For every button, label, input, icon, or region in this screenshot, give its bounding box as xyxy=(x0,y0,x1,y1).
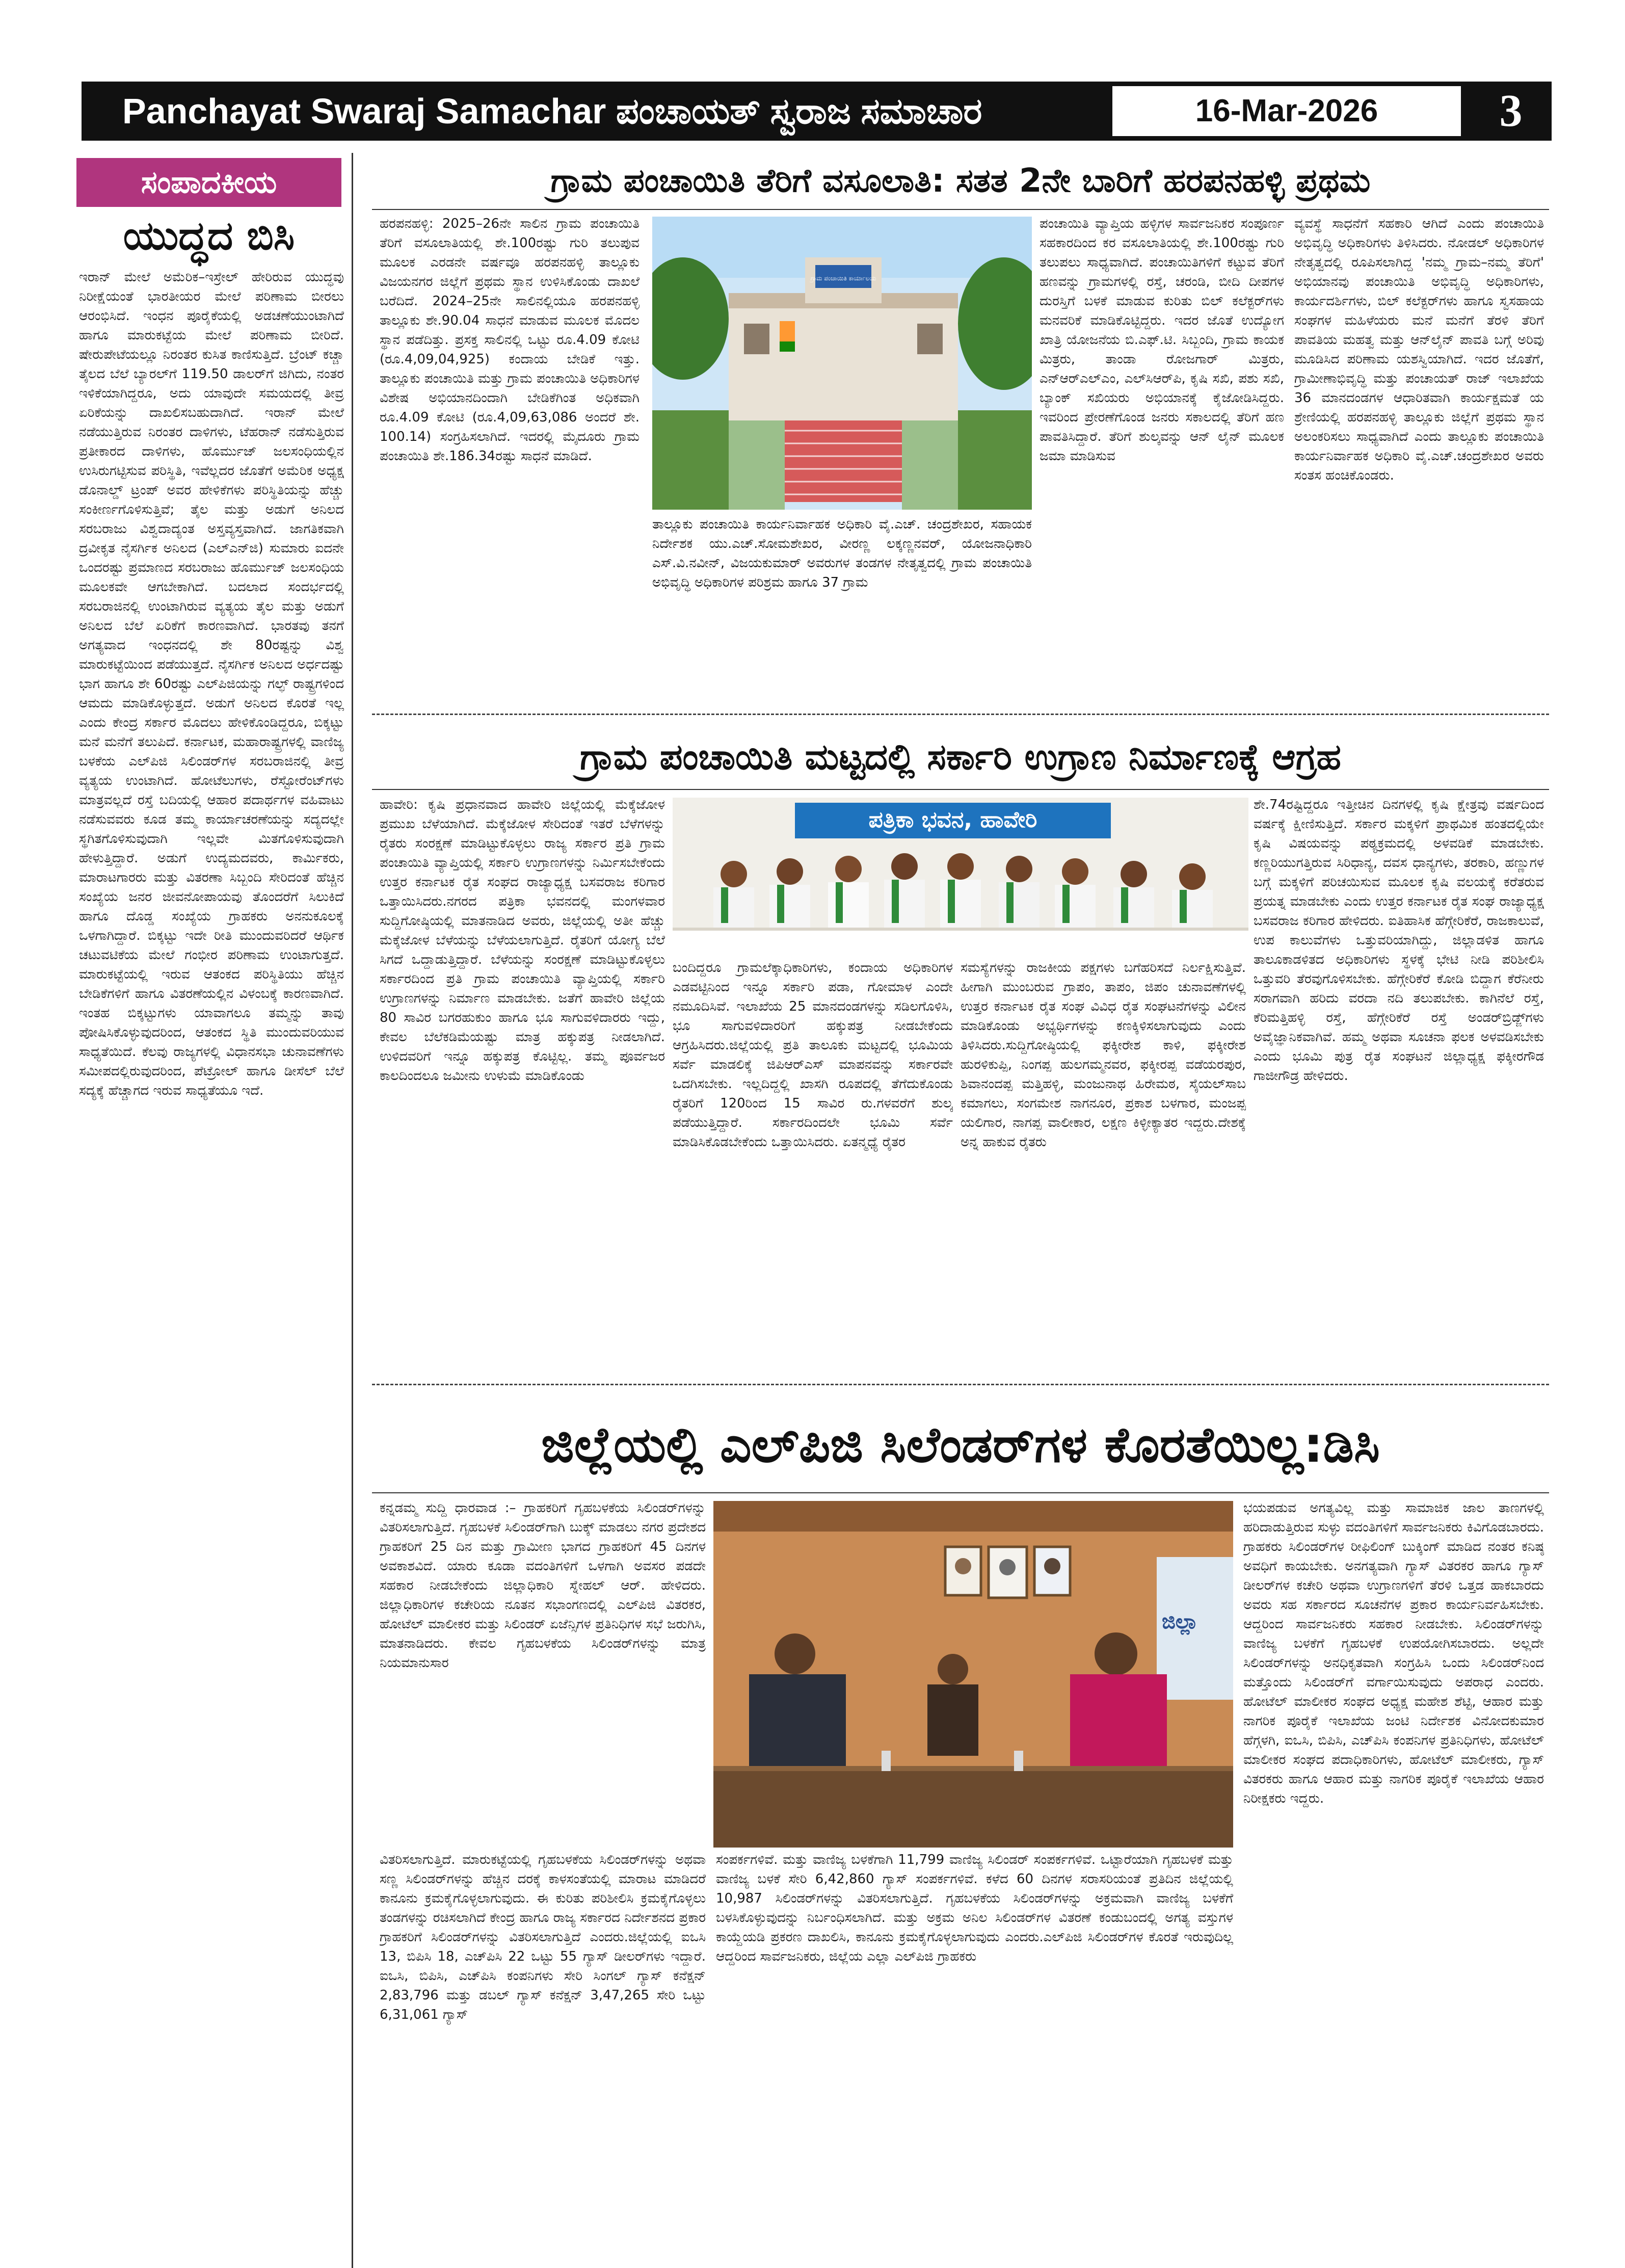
editorial-body: ಇರಾನ್ ಮೇಲೆ ಅಮೆರಿಕ–ಇಸ್ರೇಲ್ ಹೇರಿರುವ ಯುದ್ಧವು ನಿರೀಕ್ಷೆಯಂತೆ ಭಾರತೀಯರ ಮೇಲೆ ಪರಿಣಾಮ ಬೀರಲು ಆರಂಭಿಸಿದೆ. ಇಂಧನ ಪೂರೈಕೆಯಲ್ಲಿ ಅಡಚಣೆಯುಂಟಾಗಿದೆ ಹಾಗೂ ಮಾರುಕಟ್ಟೆಯ ಮೇಲೆ ಪರಿಣಾಮ ಬೀರಿದೆ. ಷೇರುಪೇಟೆಯಲ್ಲೂ ನಿರಂತರ ಕುಸಿತ ಕಾಣಿಸುತ್ತಿದೆ. ಬ್ರೆಂಟ್ ಕಚ್ಚಾ ತೈಲದ ಬೆಲೆ ಬ್ಯಾರಲ್‌ಗೆ 119.50 ಡಾಲರ್‌ಗೆ ಜಿಗಿದು, ನಂತರ ಇಳಿಕೆಯಾಗಿದ್ದರೂ, ಅದು ಯಾವುದೇ ಸಮಯದಲ್ಲಿ ತೀವ್ರ ಏರಿಕೆಯನ್ನು ದಾಖಲಿಸಬಹುದಾಗಿದೆ. ಇರಾನ್ ಮೇಲೆ ನಡೆಯುತ್ತಿರುವ ನಿರಂತರ ದಾಳಿಗಳು, ಟೆಹರಾನ್ ನಡೆಸುತ್ತಿರುವ ಪ್ರತೀಕಾರದ ದಾಳಿಗಳು, ಹೊರ್ಮುಜ್ ಜಲಸಂಧಿಯಲ್ಲಿನ ಉಸಿರುಗಟ್ಟಿಸುವ ಪರಿಸ್ಥಿತಿ, ಇವೆಲ್ಲದರ ಜೊತೆಗೆ ಅಮೆರಿಕ ಅಧ್ಯಕ್ಷ ಡೊನಾಲ್ಡ್ ಟ್ರಂಪ್ ಅವರ ಹೇಳಿಕೆಗಳು ಪರಿಸ್ಥಿತಿಯನ್ನು ಹೆಚ್ಚು ಸಂಕೀರ್ಣಗೊಳಿಸುತ್ತಿವೆ; ತೈಲ ಮತ್ತು ಅಡುಗೆ ಅನಿಲದ ಸರಬರಾಜು ವಿಶ್ವದಾದ್ಯಂತ ಅಸ್ತವ್ಯಸ್ತವಾಗಿದೆ. ಜಾಗತಿಕವಾಗಿ ದ್ರವೀಕೃತ ನೈಸರ್ಗಿಕ ಅನಿಲದ (ಎಲ್‌ಎನ್‌ಜಿ) ಸುಮಾರು ಐದನೇ ಒಂದರಷ್ಟು ಪ್ರಮಾಣದ ಸರಬರಾಜು ಹೊರ್ಮುಜ್ ಜಲಸಂಧಿಯ ಮೂಲಕವೇ ಆಗಬೇಕಾಗಿದೆ. ಬದಲಾದ ಸಂದರ್ಭದಲ್ಲಿ ಸರಬರಾಜಿನಲ್ಲಿ ಉಂಟಾಗಿರುವ ವ್ಯತ್ಯಯ ತೈಲ ಮತ್ತು ಅಡುಗೆ ಅನಿಲದ ಬೆಲೆ ಏರಿಕೆಗೆ ಕಾರಣವಾಗಿದೆ. ಭಾರತವು ತನಗೆ ಅಗತ್ಯವಾದ ಇಂಧನದಲ್ಲಿ ಶೇ 80ರಷ್ಟನ್ನು ವಿಶ್ವ ಮಾರುಕಟ್ಟೆಯಿಂದ ಪಡೆಯುತ್ತದೆ. ನೈಸರ್ಗಿಕ ಅನಿಲದ ಅರ್ಧದಷ್ಟು ಭಾಗ ಹಾಗೂ ಶೇ 60ರಷ್ಟು ಎಲ್‌ಪಿಜಿಯನ್ನು ಗಲ್ಫ್ ರಾಷ್ಟ್ರಗಳಿಂದ ಆಮದು ಮಾಡಿಕೊಳ್ಳುತ್ತದೆ. ಅಡುಗೆ ಅನಿಲದ ಕೊರತೆ ಇಲ್ಲ ಎಂದು ಕೇಂದ್ರ ಸರ್ಕಾರ ಮೊದಲು ಹೇಳಿಕೊಂಡಿದ್ದರೂ, ಬಿಕ್ಕಟ್ಟು ಮನೆ ಮನೆಗೆ ತಲುಪಿದೆ. ಕರ್ನಾಟಕ, ಮಹಾರಾಷ್ಟ್ರಗಳಲ್ಲಿ ವಾಣಿಜ್ಯ ಬಳಕೆಯ ಎಲ್‌ಪಿಜಿ ಸಿಲಿಂಡರ್‌ಗಳ ಸರಬರಾಜಿನಲ್ಲಿ ತೀವ್ರ ವ್ಯತ್ಯಯ ಉಂಟಾಗಿದೆ. ಹೋಟೆಲುಗಳು, ರೆಸ್ಟೋರೆಂಟ್‌ಗಳು ಮಾತ್ರವಲ್ಲದೆ ರಸ್ತೆ ಬದಿಯಲ್ಲಿ ಆಹಾರ ಪದಾರ್ಥಗಳ ವಹಿವಾಟು ನಡೆಸುವವರು ಕೂಡ ತಮ್ಮ ಕಾರ್ಯಾಚರಣೆಯನ್ನು ಸದ್ಯದಲ್ಲೇ ಸ್ಥಗಿತಗೊಳಿಸುವುದಾಗಿ ಇಲ್ಲವೇ ಮಿತಗೊಳಿಸುವುದಾಗಿ ಹೇಳುತ್ತಿದ್ದಾರೆ. ಅಡುಗೆ ಉದ್ಯಮದವರು, ಕಾರ್ಮಿಕರು, ಮಾರಾಟಗಾರರು ಮತ್ತು ವಿತರಣಾ ಸಿಬ್ಬಂದಿ ಸೇರಿದಂತೆ ಹೆಚ್ಚಿನ ಸಂಖ್ಯೆಯ ಜನರ ಜೀವನೋಪಾಯವು ತೊಂದರೆಗೆ ಸಿಲುಕಿದೆ ಹಾಗೂ ದೊಡ್ಡ ಸಂಖ್ಯೆಯ ಗ್ರಾಹಕರು ಅನನುಕೂಲಕ್ಕೆ ಒಳಗಾಗಿದ್ದಾರೆ. ಬಿಕ್ಕಟ್ಟು ಇದೇ ರೀತಿ ಮುಂದುವರಿದರೆ ಆರ್ಥಿಕ ಚಟುವಟಿಕೆಯ ಮೇಲೆ ಗಂಭೀರ ಪರಿಣಾಮ ಉಂಟಾಗುತ್ತದೆ. ಮಾರುಕಟ್ಟೆಯಲ್ಲಿ ಇರುವ ಆತಂಕದ ಪರಿಸ್ಥಿತಿಯು ಹೆಚ್ಚಿನ ಬೇಡಿಕೆಗಳಿಗೆ ಹಾಗೂ ವಿತರಣೆಯಲ್ಲಿನ ವಿಳಂಬಕ್ಕೆ ಕಾರಣವಾಗಿದೆ. ಇಂತಹ ಬಿಕ್ಕಟ್ಟುಗಳು ಯಾವಾಗಲೂ ತಮ್ಮನ್ನು ತಾವು ಪೋಷಿಸಿಕೊಳ್ಳುವುದರಿಂದ, ಆತಂಕದ ಸ್ಥಿತಿ ಮುಂದುವರಿಯುವ ಸಾಧ್ಯತೆಯಿದೆ. ಕೆಲವು ರಾಜ್ಯಗಳಲ್ಲಿ ವಿಧಾನಸಭಾ ಚುನಾವಣೆಗಳು ಸಮೀಪದಲ್ಲಿರುವುದರಿಂದ, ಪೆಟ್ರೋಲ್ ಹಾಗೂ ಡೀಸೆಲ್ ಬೆಲೆ ಸದ್ಯಕ್ಕೆ ಹೆಚ್ಚಾಗದ ಇರುವ ಸಾಧ್ಯತೆಯೂ ಇದೆ. xyxy=(79,270,344,1098)
article1-rule xyxy=(372,209,1549,210)
issue-date: 16-Mar-2026 xyxy=(1111,85,1462,138)
article3-col2-bottom: ಸಂಪರ್ಕಗಳಿವೆ. ಮತ್ತು ವಾಣಿಜ್ಯ ಬಳಕೆಗಾಗಿ 11,799 ವಾಣಿಜ್ಯ ಸಿಲಿಂಡರ್ ಸಂಪರ್ಕಗಳಿವೆ. ಒಟ್ಟಾರೆಯಾಗಿ ಗೃಹಬಳಕೆ ಮತ್ತು ವಾಣಿಜ್ಯ ಬಳಕೆ ಸೇರಿ 6,42,860 ಗ್ಯಾಸ್ ಸಂಪರ್ಕಗಳಿವೆ. ಕಳೆದ 60 ದಿನಗಳ ಸರಾಸರಿಯಂತೆ ಪ್ರತಿದಿನ ಜಿಲ್ಲೆಯಲ್ಲಿ 10,987 ಸಿಲಿಂಡರ್‌ಗಳನ್ನು ವಿತರಿಸಲಾಗುತ್ತಿದೆ. ಗೃಹಬಳಕೆಯ ಸಿಲಿಂಡರ್‌ಗಳನ್ನು ಅಕ್ರಮವಾಗಿ ವಾಣಿಜ್ಯ ಬಳಕೆಗೆ ಬಳಸಿಕೊಳ್ಳುವುದನ್ನು ನಿರ್ಬಂಧಿಸಲಾಗಿದೆ. ಮತ್ತು ಅಕ್ರಮ ಅನಿಲ ಸಿಲಿಂಡರ್‌ಗಳ ವಿತರಣೆ ಕಂಡುಬಂದಲ್ಲಿ ಅಗತ್ಯ ವಸ್ತುಗಳ ಕಾಯ್ದೆಯಡಿ ಪ್ರಕರಣ ದಾಖಲಿಸಿ, ಕಾನೂನು ಕ್ರಮಕೈಗೊಳ್ಳಲಾಗುವುದು ಎಂದರು.ಎಲ್‌ಪಿಜಿ ಸಿಲಿಂಡರ್‌ಗಳ ಕೊರತೆ ಇರುವುದಿಲ್ಲ ಆದ್ದರಿಂದ ಸಾರ್ವಜನಿಕರು, ಜಿಲ್ಲೆಯ ಎಲ್ಲಾ ಎಲ್‌ಪಿಜಿ ಗ್ರಾಹಕರು xyxy=(716,1852,1233,1964)
article1-headline: ಗ್ರಾಮ ಪಂಚಾಯಿತಿ ತೆರಿಗೆ ವಸೂಲಾತಿ: ಸತತ 2ನೇ ಬಾರಿಗೆ ಹರಪನಹಳ್ಳಿ ಪ್ರಥಮ xyxy=(550,162,1371,200)
article1-bottom-divider xyxy=(372,714,1549,715)
article2-col2: ಬಂದಿದ್ದರೂ ಗ್ರಾಮಲೆಕ್ಕಾಧಿಕಾರಿಗಳು, ಕಂದಾಯ ಅಧಿಕಾರಿಗಳ ಎಡವಟ್ಟಿನಿಂದ ಇನ್ನೂ ಸರ್ಕಾರಿ ಪಡಾ, ಗೋಮಾಳ ಎಂದೇ ನಮೂದಿಸಿವೆ. ಇಲಾಖೆಯ 25 ಮಾನದಂಡಗಳನ್ನು ಸಡಿಲಗೊಳಿಸಿ, ಭೂ ಸಾಗುವಳಿದಾರರಿಗೆ ಹಕ್ಕುಪತ್ರ ನೀಡಬೇಕೆಂದು ಆಗ್ರಹಿಸಿದರು.ಜಿಲ್ಲೆಯಲ್ಲಿ ಪ್ರತಿ ತಾಲೂಕು ಮಟ್ಟದಲ್ಲಿ ಭೂಮಿಯ ಸರ್ವೆ ಮಾಡಲಿಕ್ಕೆ ಜಿಪಿಆರ್‌ಎಸ್ ಮಾಪನವನ್ನು ಸರ್ಕಾರವೇ ಒದಗಿಸಬೇಕು. ಇಲ್ಲದಿದ್ದಲ್ಲಿ ಖಾಸಗಿ ರೂಪದಲ್ಲಿ ತೆಗೆದುಕೊಂಡು ರೈತರಿಗೆ 120ರಿಂದ 15 ಸಾವಿರ ರು.ಗಳವರೆಗೆ ಶುಲ್ಕ ಪಡೆಯುತ್ತಿದ್ದಾರೆ. ಸರ್ಕಾರದಿಂದಲೇ ಭೂಮಿ ಸರ್ವೆ ಮಾಡಿಸಿಕೊಡಬೇಕೆಂದು ಒತ್ತಾಯಿಸಿದರು. ಏತನ್ಮಧ್ಯೆ ರೈತರ xyxy=(673,960,953,1150)
editorial-title: ಯುದ್ಧದ ಬಿಸಿ xyxy=(123,213,295,259)
sidebar-divider xyxy=(352,153,353,2268)
article3-col1-bottom: ವಿತರಿಸಲಾಗುತ್ತಿದೆ. ಮಾರುಕಟ್ಟೆಯಲ್ಲಿ ಗೃಹಬಳಕೆಯ ಸಿಲಿಂಡರ್‌ಗಳನ್ನು ಅಥವಾ ಸಣ್ಣ ಸಿಲಿಂಡರ್‌ಗಳನ್ನು ಹೆಚ್ಚಿನ ದರಕ್ಕೆ ಕಾಳಸಂತೆಯಲ್ಲಿ ಮಾರಾಟ ಮಾಡಿದರೆ ಕಾನೂನು ಕ್ರಮಕೈಗೊಳ್ಳಲಾಗುವುದು. ಈ ಕುರಿತು ಪರಿಶೀಲಿಸಿ ಕ್ರಮಕೈಗೊಳ್ಳಲು ತಂಡಗಳನ್ನು ರಚಿಸಲಾಗಿದೆ ಕೇಂದ್ರ ಹಾಗೂ ರಾಜ್ಯ ಸರ್ಕಾರದ ನಿರ್ದೇಶನದ ಪ್ರಕಾರ ಗ್ರಾಹಕರಿಗೆ ಸಿಲಿಂಡರ್‌ಗಳನ್ನು ವಿತರಿಸಲಾಗುತ್ತಿದೆ ಎಂದರು.ಜಿಲ್ಲೆಯಲ್ಲಿ ಐಒಸಿ 13, ಬಿಪಿಸಿ 18, ಎಚ್‌ಪಿಸಿ 22 ಒಟ್ಟು 55 ಗ್ಯಾಸ್ ಡೀಲರ್‌ಗಳು ಇದ್ದಾರೆ. ಐಒಸಿ, ಬಿಪಿಸಿ, ಎಚ್‌ಪಿಸಿ ಕಂಪನಿಗಳು ಸೇರಿ ಸಿಂಗಲ್ ಗ್ಯಾಸ್ ಕನೆಕ್ಷನ್ 2,83,796 ಮತ್ತು ಡಬಲ್ ಗ್ಯಾಸ್ ಕನೆಕ್ಷನ್ 3,47,265 ಸೇರಿ ಒಟ್ಟು 6,31,061 ಗ್ಯಾಸ್ xyxy=(380,1852,706,2022)
article1-col4: ವ್ಯವಸ್ಥೆ ಸಾಧನೆಗೆ ಸಹಕಾರಿ ಆಗಿದೆ ಎಂದು ಪಂಚಾಯಿತಿ ಅಭಿವೃದ್ಧಿ ಅಧಿಕಾರಿಗಳು ತಿಳಿಸಿದರು. ನೋಡಲ್ ಅಧಿಕಾರಿಗಳ ನೇತೃತ್ವದಲ್ಲಿ ರೂಪಿಸಲಾಗಿದ್ದ 'ನಮ್ಮ ಗ್ರಾಮ–ನಮ್ಮ ತೆರಿಗೆ' ಅಭಿಯಾನವು ಪಂಚಾಯಿತಿ ಅಭಿವೃದ್ಧಿ ಅಧಿಕಾರಿಗಳು, ಕಾರ್ಯದರ್ಶಿಗಳು, ಬಿಲ್ ಕಲೆಕ್ಟರ್‌ಗಳು ಹಾಗೂ ಸ್ವಸಹಾಯ ಸಂಘಗಳ ಮಹಿಳೆಯರು ಮನೆ ಮನೆಗೆ ತೆರಳಿ ತೆರಿಗೆ ಪಾವತಿಯ ಮಹತ್ವ ಮತ್ತು ಆನ್‌ಲೈನ್ ಪಾವತಿ ಬಗ್ಗೆ ಅರಿವು ಮೂಡಿಸಿದ ಪರಿಣಾಮ ಯಶಸ್ವಿಯಾಗಿದೆ. ಇದರ ಜೊತೆಗೆ, ಗ್ರಾಮೀಣಾಭಿವೃದ್ಧಿ ಮತ್ತು ಪಂಚಾಯತ್ ರಾಜ್ ಇಲಾಖೆಯ 36 ಮಾನದಂಡಗಳ ಆಧಾರಿತವಾಗಿ ಕಾರ್ಯಕ್ಷಮತೆ ಯ ಶ್ರೇಣಿಯಲ್ಲಿ ಹರಪನಹಳ್ಳಿ ತಾಲ್ಲೂಕು ಜಿಲ್ಲೆಗೆ ಪ್ರಥಮ ಸ್ಥಾನ ಅಲಂಕರಿಸಲು ಸಾಧ್ಯವಾಗಿದೆ ಎಂದು ತಾಲ್ಲೂಕು ಪಂಚಾಯಿತಿ ಕಾರ್ಯನಿರ್ವಾಹಕ ಅಧಿಕಾರಿ ವೈ.ಎಚ್.ಚಂದ್ರಶೇಖರ ಅವರು ಸಂತಸ ಹಂಚಿಕೊಂಡರು. xyxy=(1294,216,1544,483)
article3-headline: ಜಿಲ್ಲೆಯಲ್ಲಿ ಎಲ್‌ಪಿಜಿ ಸಿಲೆಂಡರ್‌ಗಳ ಕೊರತೆಯಿಲ್ಲ:ಡಿಸಿ xyxy=(541,1416,1380,1473)
article2-col1: ಹಾವೇರಿ: ಕೃಷಿ ಪ್ರಧಾನವಾದ ಹಾವೇರಿ ಜಿಲ್ಲೆಯಲ್ಲಿ ಮೆಕ್ಕೆಜೋಳ ಪ್ರಮುಖ ಬೆಳೆಯಾಗಿದೆ. ಮೆಕ್ಕೆಜೋಳ ಸೇರಿದಂತೆ ಇತರೆ ಬೆಳೆಗಳನ್ನು ರೈತರು ಸಂರಕ್ಷಣೆ ಮಾಡಿಟ್ಟುಕೊಳ್ಳಲು ರಾಜ್ಯ ಸರ್ಕಾರ ಪ್ರತಿ ಗ್ರಾಮ ಪಂಚಾಯಿತಿ ವ್ಯಾಪ್ತಿಯಲ್ಲಿ ಸರ್ಕಾರಿ ಉಗ್ರಾಣಗಳನ್ನು ನಿರ್ಮಿಸಬೇಕೆಂದು ಉತ್ತರ ಕರ್ನಾಟಕ ರೈತ ಸಂಘದ ರಾಜ್ಯಾಧ್ಯಕ್ಷ ಬಸವರಾಜ ಕರಿಗಾರ ಒತ್ತಾಯಿಸಿದರು.ನಗರದ ಪತ್ರಿಕಾ ಭವನದಲ್ಲಿ ಮಂಗಳವಾರ ಸುದ್ದಿಗೋಷ್ಠಿಯಲ್ಲಿ ಮಾತನಾಡಿದ ಅವರು, ಜಿಲ್ಲೆಯಲ್ಲಿ ಅತೀ ಹೆಚ್ಚು ಮೆಕ್ಕೆಜೋಳ ಬೆಳೆಯನ್ನು ಬೆಳೆಯಲಾಗುತ್ತಿದೆ. ರೈತರಿಗೆ ಯೋಗ್ಯ ಬೆಲೆ ಸಿಗದೆ ಒದ್ದಾಡುತ್ತಿದ್ದಾರೆ. ಬೆಳೆಯನ್ನು ಸಂರಕ್ಷಣೆ ಮಾಡಿಟ್ಟುಕೊಳ್ಳಲು ಸರ್ಕಾರದಿಂದ ಪ್ರತಿ ಗ್ರಾಮ ಪಂಚಾಯಿತಿ ವ್ಯಾಪ್ತಿಯಲ್ಲಿ ಸರ್ಕಾರಿ ಉಗ್ರಾಣಗಳನ್ನು ನಿರ್ಮಾಣ ಮಾಡಬೇಕು. ಜತೆಗೆ ಹಾವೇರಿ ಜಿಲ್ಲೆಯ 80 ಸಾವಿರ ಬಗರಹುಕುಂ ಹಾಗೂ ಭೂ ಸಾಗುವಳಿದಾರರು ಇದ್ದು, ಕೇವಲ ಬೆಲೆಕಡಿಮೆಯಷ್ಟು ಮಾತ್ರ ಹಕ್ಕುಪತ್ರ ನೀಡಲಾಗಿದೆ. ಉಳಿದವರಿಗೆ ಇನ್ನೂ ಹಕ್ಕುಪತ್ರ ಕೊಟ್ಟಿಲ್ಲ. ತಮ್ಮ ಪೂರ್ವಜರ ಕಾಲದಿಂದಲೂ ಜಮೀನು ಉಳುಮೆ ಮಾಡಿಕೊಂಡು xyxy=(380,797,665,1084)
article3-col3: ಭಯಪಡುವ ಅಗತ್ಯವಿಲ್ಲ ಮತ್ತು ಸಾಮಾಜಿಕ ಜಾಲ ತಾಣಗಳಲ್ಲಿ ಹರಿದಾಡುತ್ತಿರುವ ಸುಳ್ಳು ವದಂತಿಗಳಿಗೆ ಸಾರ್ವಜನಿಕರು ಕಿವಿಗೊಡಬಾರದು. ಗ್ರಾಹಕರು ಸಿಲಿಂಡರ್‌ಗಳ ರೀಫಿಲಿಂಗ್ ಬುಕ್ಕಿಂಗ್ ಮಾಡಿದ ನಂತರ ಕನಿಷ್ಠ ಅವಧಿಗೆ ಕಾಯಬೇಕು. ಅನಗತ್ಯವಾಗಿ ಗ್ಯಾಸ್ ವಿತರಕರ ಹಾಗೂ ಗ್ಯಾಸ್ ಡೀಲರ್‌ಗಳ ಕಚೇರಿ ಅಥವಾ ಉಗ್ರಾಣಗಳಿಗೆ ತೆರಳಿ ಒತ್ತಡ ಹಾಕಬಾರದು ಅವರು ಸಹ ಸರ್ಕಾರದ ಸೂಚನೆಗಳ ಪ್ರಕಾರ ಕಾರ್ಯನಿರ್ವಹಿಸಬೇಕು. ಆದ್ದರಿಂದ ಸಾರ್ವಜನಿಕರು ಸಹಕಾರ ನೀಡಬೇಕು. ಸಿಲಿಂಡರ್‌ಗಳನ್ನು ವಾಣಿಜ್ಯ ಬಳಕೆಗೆ ಗೃಹಬಳಕೆ ಉಪಯೋಗಿಸಬಾರದು. ಅಲ್ಲದೇ ಸಿಲಿಂಡರ್‌ಗಳನ್ನು ಅನಧಿಕೃತವಾಗಿ ಸಂಗ್ರಹಿಸಿ ಒಂದು ಸಿಲಿಂಡರ್‌ನಿಂದ ಮತ್ತೊಂದು ಸಿಲಿಂಡರ್‌ಗೆ ವರ್ಗಾಯಿಸುವುದು ಅಪರಾಧ ಎಂದರು. ಹೋಟೆಲ್ ಮಾಲೀಕರ ಸಂಘದ ಅಧ್ಯಕ್ಷ ಮಹೇಶ ಶೆಟ್ಟಿ, ಆಹಾರ ಮತ್ತು ನಾಗರಿಕ ಪೂರೈಕೆ ಇಲಾಖೆಯ ಜಂಟಿ ನಿರ್ದೇಶಕ ವಿನೋದಕುಮಾರ ಹೆಗ್ಗಳಗಿ, ಐಒಸಿ, ಬಿಪಿಸಿ, ಎಚ್‌ಪಿಸಿ ಕಂಪನಿಗಳ ಪ್ರತಿನಿಧಿಗಳು, ಹೋಟೆಲ್ ಮಾಲೀಕರ ಸಂಘದ ಪದಾಧಿಕಾರಿಗಳು, ಹೋಟೆಲ್ ಮಾಲೀಕರು, ಗ್ಯಾಸ್ ವಿತರಕರು ಹಾಗೂ ಆಹಾರ ಮತ್ತು ನಾಗರಿಕ ಪೂರೈಕೆ ಇಲಾಖೆಯ ಆಹಾರ ನಿರೀಕ್ಷಕರು ಇದ್ದರು. xyxy=(1243,1500,1544,1806)
article3-col1-top: ಕನ್ನಡಮ್ಮ ಸುದ್ದಿ ಧಾರವಾಡ :– ಗ್ರಾಹಕರಿಗೆ ಗೃಹಬಳಕೆಯ ಸಿಲಿಂಡರ್‌ಗಳನ್ನು ವಿತರಿಸಲಾಗುತ್ತಿದೆ. ಗೃಹಬಳಕೆ ಸಿಲಿಂಡರ್‌ಗಾಗಿ ಬುಕ್ಕ್ ಮಾಡಲು ನಗರ ಪ್ರದೇಶದ ಗ್ರಾಹಕರಿಗೆ 25 ದಿನ ಮತ್ತು ಗ್ರಾಮೀಣ ಭಾಗದ ಗ್ರಾಹಕರಿಗೆ 45 ದಿನಗಳ ಅವಕಾಶವಿದೆ. ಯಾರು ಕೂಡಾ ವದಂತಿಗಳಿಗೆ ಒಳಗಾಗಿ ಅವಸರ ಪಡದೇ ಸಹಕಾರ ನೀಡಬೇಕೆಂದು ಜಿಲ್ಲಾಧಿಕಾರಿ ಸ್ನೇಹಲ್ ಆರ್. ಹೇಳಿದರು. ಜಿಲ್ಲಾಧಿಕಾರಿಗಳ ಕಚೇರಿಯ ನೂತನ ಸಭಾಂಗಣದಲ್ಲಿ ಎಲ್‌ಪಿಜಿ ವಿತರಕರ, ಹೋಟೆಲ್ ಮಾಲೀಕರ ಮತ್ತು ಸಿಲಿಂಡರ್ ಏಜೆನ್ಸಿಗಳ ಪ್ರತಿನಿಧಿಗಳ ಸಭೆ ಜರುಗಿಸಿ, ಮಾತನಾಡಿದರು. ಕೇವಲ ಗೃಹಬಳಕೆಯ ಸಿಲಿಂಡರ್‌ಗಳನ್ನು ಮಾತ್ರ ನಿಯಮಾನುಸಾರ xyxy=(380,1500,706,1671)
article2-headline: ಗ್ರಾಮ ಪಂಚಾಯಿತಿ ಮಟ್ಟದಲ್ಲಿ ಸರ್ಕಾರಿ ಉಗ್ರಾಣ ನಿರ್ಮಾಣಕ್ಕೆ ಆಗ್ರಹ xyxy=(580,736,1341,778)
article3-photo xyxy=(713,1501,1233,1848)
building-sign: ಗ್ರಾಮ ಪಂಚಾಯಿತಿ ಕಾರ್ಯಾಲಯ xyxy=(810,275,876,282)
editorial-label: ಸಂಪಾದಕೀಯ xyxy=(76,158,341,207)
article1-col3: ಪಂಚಾಯಿತಿ ವ್ಯಾಪ್ತಿಯ ಹಳ್ಳಿಗಳ ಸಾರ್ವಜನಿಕರ ಸಂಪೂರ್ಣ ಸಹಕಾರದಿಂದ ಕರ ವಸೂಲಾತಿಯಲ್ಲಿ ಶೇ.100ರಷ್ಟು ಗುರಿ ತಲುಪಲು ಸಾಧ್ಯವಾಗಿದೆ. ಪಂಚಾಯಿತಿಗಳಿಗೆ ಕಟ್ಟುವ ತೆರಿಗೆ ಹಣವನ್ನು ಗ್ರಾಮಗಳಲ್ಲಿ ರಸ್ತೆ, ಚರಂಡಿ, ಬೀದಿ ದೀಪಗಳ ದುರಸ್ತಿಗೆ ಬಳಕೆ ಮಾಡುವ ಕುರಿತು ಬಿಲ್ ಕಲೆಕ್ಟರ್‌ಗಳು ಮನವರಿಕೆ ಮಾಡಿಕೊಟ್ಟಿದ್ದರು. ಇದರ ಜೊತೆ ಉದ್ಯೋಗ ಖಾತ್ರಿ ಯೋಜನೆಯ ಬಿ.ಎಫ್.ಟಿ. ಸಿಬ್ಬಂದಿ, ಗ್ರಾಮ ಕಾಯಕ ಮಿತ್ರರು, ತಾಂಡಾ ರೋಜಗಾರ್ ಮಿತ್ರರು, ಎನ್‌ಆರ್‌ಎಲ್‌ಎಂ, ಎಲ್‌ಸಿಆರ್‌ಪಿ, ಕೃಷಿ ಸಖಿ, ಪಶು ಸಖಿ, ಬ್ಯಾಂಕ್ ಸಖಿಯರು ಅಭಿಯಾನಕ್ಕೆ ಕೈಜೋಡಿಸಿದ್ದರು. ಇವರಿಂದ ಪ್ರೇರಣೆಗೊಂಡ ಜನರು ಸಕಾಲದಲ್ಲಿ ತೆರಿಗೆ ಹಣ ಪಾವತಿಸಿದ್ದಾರೆ. ತೆರಿಗೆ ಶುಲ್ಕವನ್ನು ಆನ್ ಲೈನ್ ಮೂಲಕ ಜಮಾ ಮಾಡಿಸುವ xyxy=(1040,216,1284,464)
article1-col2: ತಾಲ್ಲೂಕು ಪಂಚಾಯಿತಿ ಕಾರ್ಯನಿರ್ವಾಹಕ ಅಧಿಕಾರಿ ವೈ.ಎಚ್. ಚಂದ್ರಶೇಖರ, ಸಹಾಯಕ ನಿರ್ದೇಶಕ ಯು.ಎಚ್.ಸೋಮಶೇಖರ, ವೀರಣ್ಣ ಲಕ್ಕಣ್ಣನವರ್, ಯೋಜನಾಧಿಕಾರಿ ಎಸ್.ವಿ.ನವೀನ್, ವಿಜಯಕುಮಾರ್ ಅವರುಗಳ ತಂಡಗಳ ನೇತೃತ್ವದಲ್ಲಿ ಗ್ರಾಮ ಪಂಚಾಯಿತಿ ಅಭಿವೃದ್ಧಿ ಅಧಿಕಾರಿಗಳ ಪರಿಶ್ರಮ ಹಾಗೂ 37 ಗ್ರಾಮ xyxy=(652,517,1032,590)
article3-rule xyxy=(372,1492,1549,1493)
article2-col4: ಶೇ.74ರಷ್ಟಿದ್ದರೂ ಇತ್ತೀಚಿನ ದಿನಗಳಲ್ಲಿ ಕೃಷಿ ಕ್ಷೇತ್ರವು ವರ್ಷದಿಂದ ವರ್ಷಕ್ಕೆ ಕ್ಷೀಣಿಸುತ್ತಿದೆ. ಸರ್ಕಾರ ಮಕ್ಕಳಿಗೆ ಪ್ರಾಥಮಿಕ ಹಂತದಲ್ಲಿಯೇ ಕೃಷಿ ವಿಷಯವನ್ನು ಪಠ್ಯಕ್ರಮದಲ್ಲಿ ಅಳವಡಿಕೆ ಮಾಡಬೇಕು. ಕಣ್ಣರಿಯುಗತ್ತಿರುವ ಸಿರಿಧಾನ್ಯ, ದವಸ ಧಾನ್ಯಗಳು, ತರಕಾರಿ, ಹಣ್ಣುಗಳ ಬಗ್ಗೆ ಮಕ್ಕಳಿಗೆ ಪರಿಚಯಿಸುವ ಮೂಲಕ ಕೃಷಿ ವಲಯಕ್ಕೆ ಕರೆತರುವ ಪ್ರಯತ್ನ ಮಾಡಬೇಕು ಎಂದು ಉತ್ತರ ಕರ್ನಾಟಕ ರೈತ ಸಂಘ ರಾಜ್ಯಾಧ್ಯಕ್ಷ ಬಸವರಾಜ ಕರಿಗಾರ ಹೇಳಿದರು. ಐತಿಹಾಸಿಕ ಹೆಗ್ಗೇರಿಕೆರೆ, ರಾಜಕಾಲುವೆ, ಉಪ ಕಾಲುವೆಗಳು ಒತ್ತುವರಿಯಾಗಿದ್ದು, ಜಿಲ್ಲಾಡಳಿತ ಹಾಗೂ ತಾಲೂಕಾಡಳಿತದ ಅಧಿಕಾರಿಗಳು ಸ್ಥಳಕ್ಕೆ ಭೇಟಿ ನೀಡಿ ಪರಿಶೀಲಿಸಿ ಒತ್ತುವರಿ ತೆರವುಗೊಳಿಸಬೇಕು. ಹೆಗ್ಗೇರಿಕೆರೆ ಕೋಡಿ ಬಿದ್ದಾಗ ಕೆರೆನೀರು ಸರಾಗವಾಗಿ ಹರಿದು ವರದಾ ನದಿ ತಲುಪಬೇಕು. ಕಾಗಿನೆಲೆ ರಸ್ತೆ, ಕೆರಿಮತ್ತಿಹಳ್ಳಿ ರಸ್ತೆ, ಹೆಗ್ಗೇರಿಕೆರೆ ರಸ್ತೆ ಅಂಡರ್‌ಬ್ರಿಡ್ಜ್‌ಗಳು ಅವೈಜ್ಞಾನಿಕವಾಗಿವೆ. ಹಮ್ಮ ಅಥವಾ ಸೂಚನಾ ಫಲಕ ಅಳವಡಿಸಬೇಕು ಎಂದು ಭೂಮಿ ಪುತ್ರ ರೈತ ಸಂಘಟನೆ ಜಿಲ್ಲಾಧ್ಯಕ್ಷ ಫಕ್ಕೀರಗೌಡ ಗಾಜೀಗೌಡ್ರ ಹೇಳಿದರು. xyxy=(1254,797,1544,1084)
article2-bottom-divider xyxy=(372,1384,1549,1385)
newspaper-title: Panchayat Swaraj Samachar ಪಂಚಾಯತ್ ಸ್ವರಾಜ ಸಮಾಚಾರ xyxy=(122,91,982,131)
article2-photo xyxy=(673,798,1248,953)
press-banner-text: ಪತ್ರಿಕಾ ಭವನ, ಹಾವೇರಿ xyxy=(868,807,1037,833)
wall-text: ಜಿಲ್ಲಾ xyxy=(1162,1610,1198,1633)
article1-photo xyxy=(652,217,1032,510)
article1-col1: ಹರಪನಹಳ್ಳಿ: 2025–26ನೇ ಸಾಲಿನ ಗ್ರಾಮ ಪಂಚಾಯಿತಿ ತೆರಿಗೆ ವಸೂಲಾತಿಯಲ್ಲಿ ಶೇ.100ರಷ್ಟು ಗುರಿ ತಲುಪುವ ಮೂಲಕ ಎರಡನೇ ವರ್ಷವೂ ಹರಪನಹಳ್ಳಿ ತಾಲ್ಲೂಕು ವಿಜಯನಗರ ಜಿಲ್ಲೆಗೆ ಪ್ರಥಮ ಸ್ಥಾನ ಉಳಿಸಿಕೊಂಡು ದಾಖಲೆ ಬರೆದಿದೆ. 2024–25ನೇ ಸಾಲಿನಲ್ಲಿಯೂ ಹರಪನಹಳ್ಳಿ ತಾಲ್ಲೂಕು ಶೇ.90.04 ಸಾಧನೆ ಮಾಡುವ ಮೂಲಕ ಮೊದಲ ಸ್ಥಾನ ಪಡೆದಿತ್ತು. ಪ್ರಸಕ್ತ ಸಾಲಿನಲ್ಲಿ ಒಟ್ಟು ರೂ.4.09 ಕೋಟಿ (ರೂ.4,09,04,925) ಕಂದಾಯ ಬೇಡಿಕೆ ಇತ್ತು. ತಾಲ್ಲೂಕು ಪಂಚಾಯಿತಿ ಮತ್ತು ಗ್ರಾಮ ಪಂಚಾಯಿತಿ ಅಧಿಕಾರಿಗಳ ವಿಶೇಷ ಅಭಿಯಾನದಿಂದಾಗಿ ಬೇಡಿಕೆಗಿಂತ ಅಧಿಕವಾಗಿ ರೂ.4.09 ಕೋಟಿ (ರೂ.4,09,63,086 ಅಂದರೆ ಶೇ. 100.14) ಸಂಗ್ರಹಿಸಲಾಗಿದೆ. ಇದರಲ್ಲಿ ಮೈದೂರು ಗ್ರಾಮ ಪಂಚಾಯಿತಿ ಶೇ.186.34ರಷ್ಟು ಸಾಧನೆ ಮಾಡಿದೆ. xyxy=(380,216,640,464)
article2-col3: ಸಮಸ್ಯೆಗಳನ್ನು ರಾಜಕೀಯ ಪಕ್ಷಗಳು ಬಗೆಹರಿಸದೆ ನಿರ್ಲಕ್ಷಿಸುತ್ತಿವೆ. ಹೀಗಾಗಿ ಮುಂಬರುವ ಗ್ರಾಪಂ, ತಾಪಂ, ಜಿಪಂ ಚುನಾವಣೆಗಳಲ್ಲಿ ಉತ್ತರ ಕರ್ನಾಟಕ ರೈತ ಸಂಘ ವಿವಿಧ ರೈತ ಸಂಘಟನೆಗಳನ್ನು ವಿಲೀನ ಮಾಡಿಕೊಂಡು ಅಭ್ಯರ್ಥಿಗಳನ್ನು ಕಣಕ್ಕಿಳಿಸಲಾಗುವುದು ಎಂದು ತಿಳಿಸಿದರು.ಸುದ್ದಿಗೋಷ್ಠಿಯಲ್ಲಿ ಫಕ್ಕೀರೇಶ ಕಾಳಿ, ಫಕ್ಕೀರೇಶ ಹುರಳಿಕುಪ್ಪಿ, ನಿಂಗಪ್ಪ ಹುಲಗಮ್ಮನವರ, ಫಕ್ಕೀರಪ್ಪ ವಡೆಯರಪುರ, ಶಿವಾನಂದಪ್ಪ ಮತ್ತಿಹಳ್ಳಿ, ಮಂಜುನಾಥ ಹಿರೇಮಠ, ಸೈಯಲ್‌ಸಾಬ ಕಮಾಗಲು, ಸಂಗಮೇಶ ನಾಗನೂರ, ಪ್ರಕಾಶ ಬಳಗಾರ, ಮಂಜಪ್ಪ ಯಲಿಗಾರ, ನಾಗಪ್ಪ ವಾಲೀಕಾರ, ಲಕ್ಷಣ ಕಿಳ್ಳೀಕ್ಯಾತರ ಇದ್ದರು.ದೇಶಕ್ಕೆ ಅನ್ನ ಹಾಕುವ ರೈತರು xyxy=(961,960,1246,1150)
article2-rule xyxy=(372,789,1549,790)
page-number: 3 xyxy=(1499,86,1523,136)
